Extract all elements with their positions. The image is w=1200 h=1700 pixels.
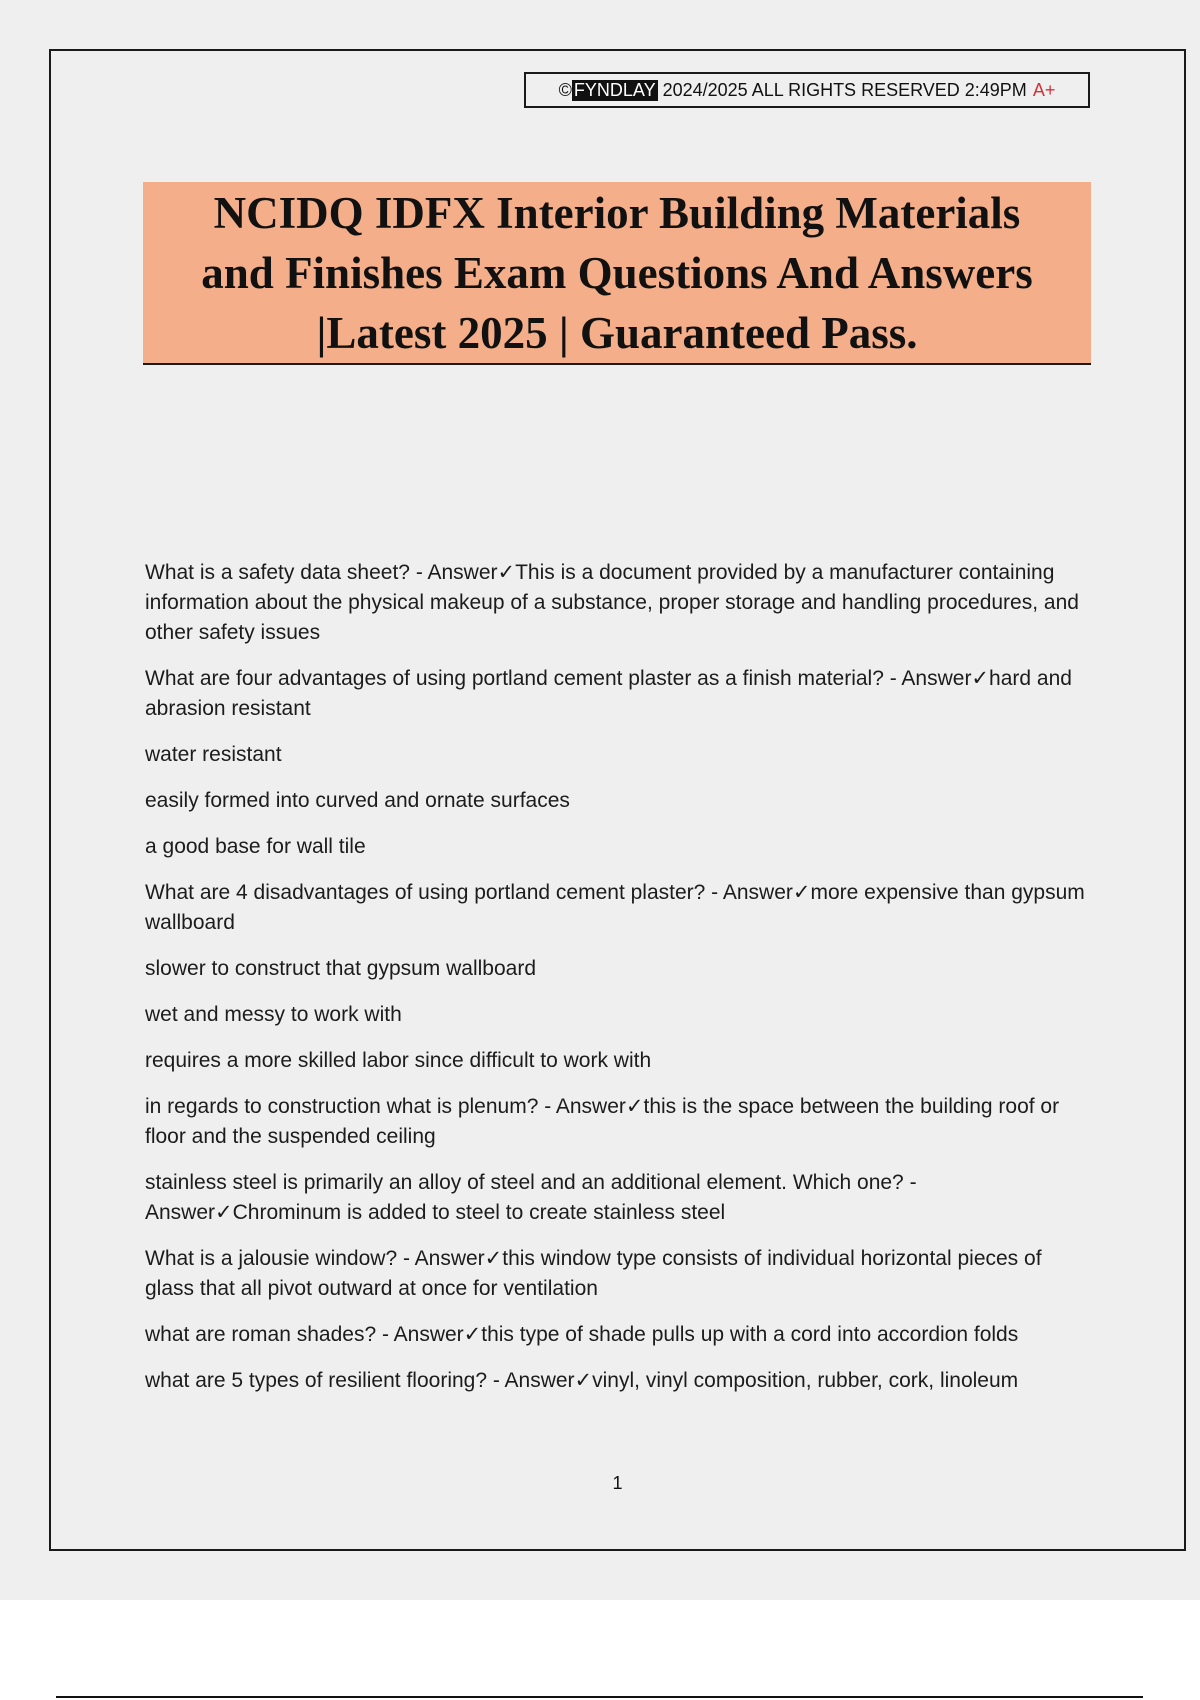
title-line-1: NCIDQ IDFX Interior Building Materials bbox=[213, 187, 1021, 238]
header-text: 2024/2025 ALL RIGHTS RESERVED 2:49PM bbox=[657, 79, 1027, 100]
qa-item: what are 5 types of resilient flooring? - Answer✓vinyl, vinyl composition, rubber, cork, linoleum bbox=[145, 1369, 1019, 1392]
qa-list bbox=[145, 558, 1095, 1396]
title-line-2: and Finishes Exam Questions And Answers bbox=[201, 247, 1033, 298]
qa-item: requires a more skilled labor since difficult to work with bbox=[145, 1049, 652, 1072]
copyright-symbol: © bbox=[558, 79, 572, 100]
qa-item: What is a jalousie window? - Answer✓this window type consists of individual horizontal pieces of glass that all pivot outward at once for ventilation bbox=[145, 1247, 1042, 1300]
title-line-3: |Latest 2025 | Guaranteed Pass. bbox=[316, 307, 918, 358]
qa-item: What is a safety data sheet? - Answer✓This is a document provided by a manufacturer containing information about the physical makeup of a substance, proper storage and handling procedures, and other safety issues bbox=[145, 561, 1079, 644]
qa-item: in regards to construction what is plenum? - Answer✓this is the space between the building roof or floor and the suspended ceiling bbox=[145, 1095, 1060, 1148]
grade-badge: A+ bbox=[1032, 79, 1056, 100]
brand-name: FYNDLAY bbox=[573, 79, 656, 100]
qa-item: stainless steel is primarily an alloy of steel and an additional element. Which one? - Answer✓Chrominum is added to steel to create stainless steel bbox=[145, 1171, 917, 1224]
next-page-rule bbox=[56, 1696, 1143, 1698]
qa-item: What are four advantages of using portland cement plaster as a finish material? - Answer✓hard and abrasion resistant bbox=[145, 667, 1072, 720]
page-number: 1 bbox=[612, 1473, 623, 1493]
qa-item: wet and messy to work with bbox=[145, 1003, 402, 1026]
document-title bbox=[143, 182, 1091, 365]
qa-item: slower to construct that gypsum wallboard bbox=[145, 957, 537, 980]
qa-item: easily formed into curved and ornate surfaces bbox=[145, 789, 570, 812]
qa-item: water resistant bbox=[145, 743, 282, 766]
copyright-header bbox=[524, 72, 1090, 108]
qa-item: What are 4 disadvantages of using portland cement plaster? - Answer✓more expensive than gypsum wallboard bbox=[145, 881, 1085, 934]
qa-item: a good base for wall tile bbox=[145, 835, 366, 858]
qa-item: what are roman shades? - Answer✓this type of shade pulls up with a cord into accordion folds bbox=[145, 1323, 1019, 1346]
